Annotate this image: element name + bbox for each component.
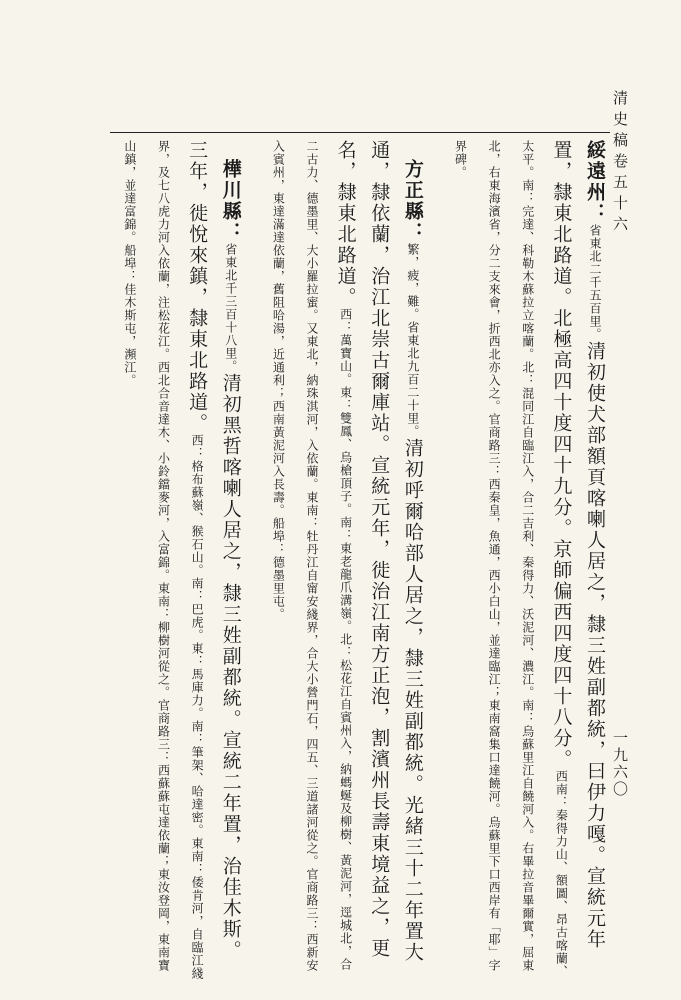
distance-note: 省東北千三百十八里。 xyxy=(223,243,238,373)
geography-note: 西南：秦得力山、額圖、昂古喀蘭、太平。南：完達、科勒木蘇拉立喀蘭。北：混同江自臨江入，合二吉利、秦得力、沃泥河、濃江。南：烏蘇里江自饒河入。右畢拉音畢爾實，屈東北，右東海濱省，分二支來會，折西北亦入之。官商路三：西秦皇，魚通，西小白山，並達臨江；東南窩集口達饒河。烏蘇里下口西岸有「耶」字界碑。 xyxy=(453,140,569,978)
place-name: 方正縣： xyxy=(401,159,424,243)
header-rule xyxy=(110,132,610,133)
place-name: 樺川縣： xyxy=(219,159,242,243)
distance-note: 省東北二千五百里。 xyxy=(588,224,602,341)
running-head: 清史稿卷五十六 xyxy=(611,90,629,237)
entry-fangzheng-xian xyxy=(261,140,429,980)
main-text: 清初使犬部額頁喀喇人居之，隸三姓副都統，曰伊力嘎。宣統元年置，隸東北路道。北極高四十度四十九分。京師偏西四度四十八分。 xyxy=(550,140,606,950)
geography-note: 西：萬寶山。東：雙鳳、烏槍頂子。南：東老龍爪溝嶺。北：松花江自賓州入，納螞蜒及柳樹、黃泥河，逕城北，合二古力、德墨里、大小羅拉蜜。又東北，納珠淇河，入依蘭。東南：牡丹江自甯安綫界，合大小營門石，四五、三道諸河從之。官商路三：西新安入賓州，東達滿達依蘭，舊阻哈湯，近通利；西南黃泥河入長壽。船埠：德墨里屯。 xyxy=(271,140,353,972)
entry-huachuan-xian xyxy=(112,140,247,980)
place-name: 綏遠州： xyxy=(584,140,606,224)
main-text: 清初呼爾哈部人居之，隸三姓副都統。光緒三十二年置大通，隸依蘭，治江北崇古爾庫站。宣統元年，徙治江南方正泡，割濱州長壽東境益之，更名，隸東北路道。 xyxy=(334,140,424,963)
text-body xyxy=(96,140,611,980)
distance-note: 繁，疲，難。省東北九百二十里。 xyxy=(405,243,420,438)
entry-suiyuan-zhou xyxy=(443,140,611,980)
page-number: 一九六〇 xyxy=(611,730,629,798)
main-text: 清初黑哲喀喇人居之，隸三姓副都統。宣統二年置，治佳木斯。三年，徙悅來鎮，隸東北路道。 xyxy=(186,140,242,961)
geography-note: 西：格布蘇嶺、猴石山。南：巴虎。東：馬庫力。南：筆架、哈達密。東南：倭肯河，自臨江綫界，及七八虎力河入依蘭，注松花江。西北合音達木、小鈴鐺麥河，入富錦。東南：柳樹河從之。官商路三：西蘇蘇屯達依蘭；東汝登岡，東南寶山鎮，並達富錦。船埠：佳木斯屯，瀕江。 xyxy=(122,140,205,980)
